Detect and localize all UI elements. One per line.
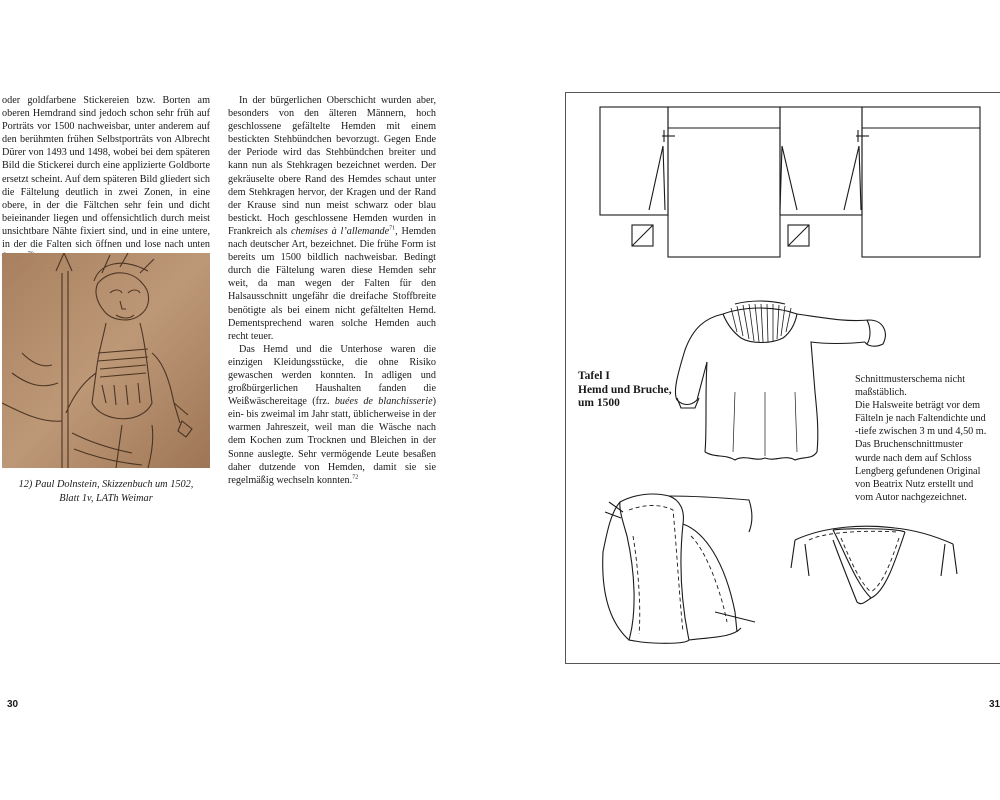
note-line: Das Bruchenschnittmuster [855, 439, 963, 451]
plate-note [855, 373, 995, 504]
note-line: wurde nach dem auf Schloss [855, 452, 972, 464]
note-line: vom Autor nachgezeichnet. [855, 491, 967, 503]
note-line: maßstäblich. [855, 387, 907, 399]
footnote-ref: 72 [352, 474, 359, 481]
page-number-right: 31 [989, 699, 1000, 710]
sketch-photo-icon [2, 253, 210, 468]
plate-title-line: um 1500 [578, 397, 620, 409]
note-line: Schnittmusterschema nicht [855, 374, 966, 385]
plate-title [578, 370, 688, 411]
caption-line: Blatt 1v, LATh Weimar [59, 493, 153, 504]
italic-term: buées de blanchisserie [334, 396, 433, 408]
paragraph: In der bürgerlichen Oberschicht wurden aber, besonders von den älteren Männern, hoch geschlossene gefältelte Hemden mit einem bestickten Stehbündchen bevorzugt. Gegen Ende der Periode wird das Stehbündchen breiter und kann nun als Stehkragen bezeichnet werden. Der gekräuselte obere Rand des Hemdes schaut unter dem Stehkragen hervor, der Kragen und der Rand der Krause sind nun meist schwarz oder blau bestickt. Hoch geschlossene Hemden wurden in Frankreich als chemises à l’allemande$^{71}$, Hemden nach deutscher Art, bezeichnet. Die frühe Form ist bereits um 1500 bildlich nachweisbar. Bedingt durch die Fältelung waren diese Hemden sehr weit, da man wegen der Falten für den Halsausschnitt ungefähr die dreifache Stoffbreite benötigte als bei einem nicht gefältelten Hemd. Dementsprechend waren solche Hemden auch recht teuer. [228, 95, 437, 342]
left-text-column [2, 94, 210, 264]
note-line: -tiefe zwischen 3 m und 4,50 m. [855, 426, 987, 438]
note-line: Lengberg gefundenen Original [855, 465, 981, 477]
paragraph: Das Hemd und die Unterhose waren die einzigen Kleidungsstücke, die ohne Risiko gewaschen werden konnten. In adligen und großbürgerlichen Haushalten fanden die Weißwäschereitage (frz. buées de blanchisserie) ein- bis zweimal im Jahr statt, üblicherweise in der warmen Jahreszeit, weil man die Wäsche nach dem Kochen zum Trocknen und Bleichen in der Sonne auslegte. Sehr vermögende Leute besaßen daher dutzende von Hemden, damit sie sie regelmäßig wechseln konnten.$^{72}$ [228, 343, 437, 486]
page-number-left: 30 [7, 699, 19, 710]
plate-label: Tafel I [578, 370, 610, 382]
note-line: von Beatrix Nutz erstellt und [855, 478, 974, 490]
note-line: Die Halsweite beträgt vor dem [855, 400, 981, 412]
footnote-ref: 71 [389, 225, 396, 232]
italic-term: chemises à l’allemande [291, 225, 390, 237]
photo-caption [2, 478, 210, 506]
caption-line: 12) Paul Dolnstein, Skizzenbuch um 1502, [18, 479, 194, 490]
plate-title-line: Hemd und Bruche, [578, 383, 672, 396]
paragraph: oder goldfarbene Stickereien bzw. Borten am oberen Hemdrand sind jedoch schon sehr früh auf Porträts vor 1500 nachweisbar, unter anderem auf den berühmten frühen Selbstporträts von Albrecht Dürer von 1493 und 1498, wobei bei dem späteren Bild die Stickerei durch eine applizierte Goldborte ersetzt scheint. Auf dem späteren Bild gliedert sich die Fältelung deutlich in zwei Zonen, in eine obere, in der die Fältchen sehr fein und dicht beieinander liegen und offensichtlich durch meist unsichtbare Nähte fixiert sind, und in eine untere, in der die Falten sich öffnen und lose nach unten [2, 94, 210, 264]
sketch-photo [2, 253, 210, 468]
middle-text-column [228, 94, 436, 487]
note-line: Fälteln je nach Faltendichte und [855, 413, 986, 425]
